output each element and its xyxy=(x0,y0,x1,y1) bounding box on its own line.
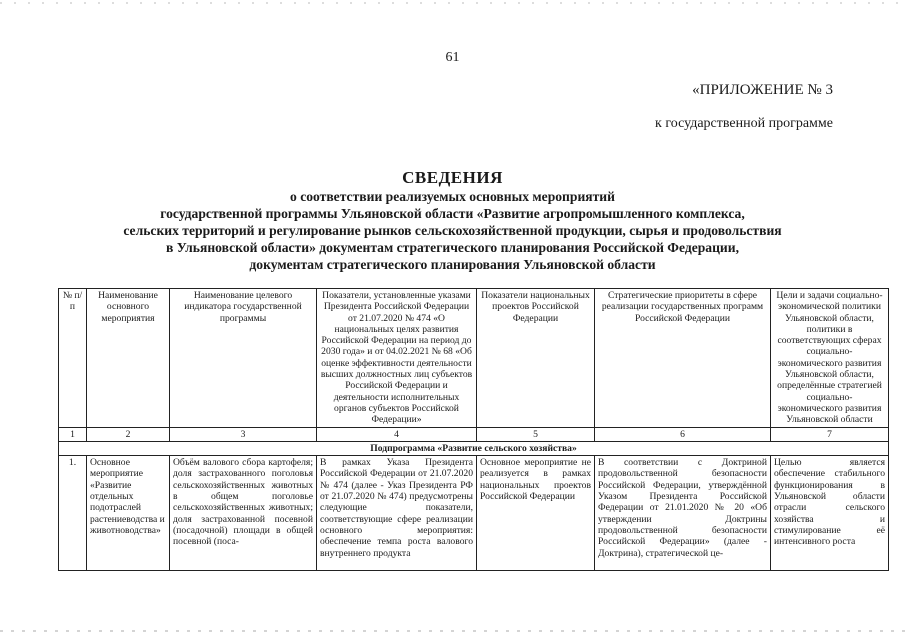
header-presidential-decree-indicators: Показатели, установленные указами Президента Российской Федерации от 21.07.2020 № 474 «О национальных целях развития Российской Федерации на период до 2030 года» и от 04.02.2021 № 68 «Об оценке эффективности деятельности высших должностных лиц субъектов Российской Федерации и деятельности исполнительных органов субъектов Российской Федерации» xyxy=(317,289,477,428)
header-target-indicator: Наименование целевого индикатора государственной программы xyxy=(170,289,317,428)
column-number: 6 xyxy=(595,427,771,441)
column-number: 5 xyxy=(477,427,595,441)
scan-noise-bottom xyxy=(0,630,905,632)
table-row xyxy=(59,456,889,571)
row-number: 1. xyxy=(59,456,87,571)
subtitle-line: сельских территорий и регулирование рынков сельскохозяйственной продукции, сырья и продовольствия xyxy=(123,223,782,238)
row-activity-name: Основное мероприятие «Развитие отдельных подотраслей растениеводства и животноводства» xyxy=(87,456,170,571)
appendix-subtitle: к государственной программе xyxy=(655,116,833,131)
header-national-project-indicators: Показатели национальных проектов Российской Федерации xyxy=(477,289,595,428)
page-number: 61 xyxy=(445,50,460,65)
subtitle-line: в Ульяновской области» документам стратегического планирования Российской Федерации, xyxy=(165,240,739,255)
document-subtitle xyxy=(40,188,865,273)
subtitle-line: документам стратегического планирования Ульяновской области xyxy=(249,257,656,272)
subprogram-row xyxy=(59,441,889,455)
column-number: 4 xyxy=(317,427,477,441)
column-number-row xyxy=(59,427,889,441)
column-number: 1 xyxy=(59,427,87,441)
row-target-indicator: Объём валового сбора картофеля; доля застрахованного поголовья сельскохозяйственных животных в общем поголовье сельскохозяйственных животных; доля застрахованной посевной (посадочной) площади в общей посевной (поса- xyxy=(170,456,317,571)
header-activity-name: Наименование основного мероприятия xyxy=(87,289,170,428)
header-number: № п/п xyxy=(59,289,87,428)
compliance-table xyxy=(58,288,889,571)
subtitle-line: государственной программы Ульяновской области «Развитие агропромышленного комплекса, xyxy=(160,206,745,221)
document-title: СВЕДЕНИЯ xyxy=(402,168,503,187)
row-presidential-decree-indicators: В рамках Указа Президента Российской Федерации от 21.07.2020 № 474 (далее - Указ Президента РФ от 21.07.2020 № 474) предусмотрены следующие показатели, соответствующие сфере реализации основного мероприятия: обеспечение темпа роста валового внутреннего продукта xyxy=(317,456,477,571)
header-strategic-priorities: Стратегические приоритеты в сфере реализации государственных программ Российской Федерации xyxy=(595,289,771,428)
table-header-row xyxy=(59,289,889,428)
column-number: 2 xyxy=(87,427,170,441)
row-regional-goals: Целью является обеспечение стабильного функционирования в Ульяновской области отрасли сельского хозяйства и стимулирование её интенсивного роста xyxy=(771,456,889,571)
subprogram-title: Подпрограмма «Развитие сельского хозяйства» xyxy=(59,441,889,455)
row-national-project-indicators: Основное мероприятие не реализуется в рамках национальных проектов Российской Федерации xyxy=(477,456,595,571)
scan-noise-top xyxy=(0,2,905,4)
column-number: 7 xyxy=(771,427,889,441)
appendix-title: «ПРИЛОЖЕНИЕ № 3 xyxy=(692,82,833,98)
column-number: 3 xyxy=(170,427,317,441)
row-strategic-priorities: В соответствии с Доктриной продовольственной безопасности Российской Федерации, утверждённой Указом Президента Российской Федерации от 21.01.2020 № 20 «Об утверждении Доктрины продовольственной безопасности Российской Федерации» (далее - Доктрина), стратегической це- xyxy=(595,456,771,571)
subtitle-line: о соответствии реализуемых основных мероприятий xyxy=(290,189,615,204)
header-regional-goals: Цели и задачи социально-экономической политики Ульяновской области, политики в соответствующих сферах социально-экономического развития Ульяновской области, определённые стратегией социально-экономического развития Ульяновской области xyxy=(771,289,889,428)
